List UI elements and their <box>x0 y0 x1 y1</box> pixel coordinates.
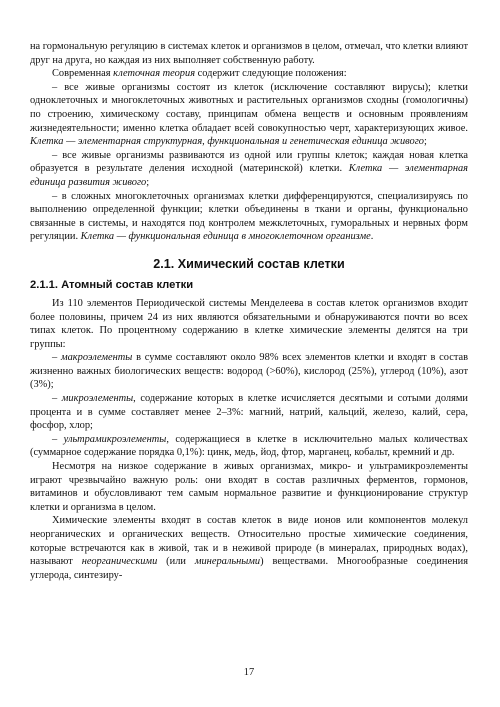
paragraph-micro-role: Несмотря на низкое содержание в живых организмах, микро- и ультрамикроэлементы играют чрезвычайно важную роль: они входят в состав различных ферментов, гормонов, витаминов и обусловливают тем самым нормальное развитие и функционирование структур клетки и организма в целом. <box>30 461 468 513</box>
text: в сумме составляют около 98% всех элементов клетки и входят в состав жизненно важных биологических веществ: водород (>60%), кислород (25%), углерод (10%), азот (3%); <box>30 352 469 391</box>
document-page <box>30 40 468 680</box>
text: – в сложных многоклеточных организмах клетки дифференцируются, специализируясь по выполнению определенной функции; клетки объединены в ткани и органы, функционально связанные в системы, и находятся под контролем межклеточных, гуморальных и нервных форм регуляции. <box>30 190 468 243</box>
paragraph-cell-theory-point-2 <box>30 149 468 190</box>
paragraph-cell-theory-intro <box>30 67 468 81</box>
subsection-title: 2.1.1. Атомный состав клетки <box>30 278 194 291</box>
paragraph-continuation: на гормональную регуляцию в системах клеток и организмов в целом, отмечал, что клетки влияют друг на друга, но каждая из них выполняет собственную работу. <box>30 41 468 66</box>
text: содержит следующие положения: <box>195 68 347 80</box>
text: , содержащиеся в клетке в исключительно малых количествах (суммарное содержание порядка 0,1%): цинк, медь, йод, фтор, марганец, кобальт, кремний и др. <box>30 433 468 459</box>
paragraph-inorganic-substances <box>30 514 468 582</box>
term-microelements: микроэлементы <box>61 393 134 405</box>
text: Современная <box>52 68 114 80</box>
paragraph-macroelements <box>30 351 468 392</box>
text: – все живые организмы состоят из клеток (исключение составляют вирусы); клетки одноклеточных и многоклеточных животных и растительных организмов сходны (гомологичны) по строению, химическому составу, принципам обмена веществ и основным проявлениям жизнедеятельности; именно клетка обладает всей совокупностью черт, характеризующих живое. <box>30 81 468 134</box>
text: – <box>52 433 64 445</box>
text: ; <box>424 136 427 148</box>
text: , содержание которых в клетке исчисляется десятыми и сотыми долями процента и в сумме составляет менее 2–3%: магний, натрий, кальций, железо, калий, сера, фосфор, хлор; <box>30 393 468 432</box>
paragraph-ultramicroelements <box>30 433 468 460</box>
text: – все живые организмы развиваются из одной или группы клеток; каждая новая клетка образуется в результате деления исходной (материнской) клетки. <box>30 149 468 175</box>
text: (или <box>157 556 195 568</box>
section-title: 2.1. Химический состав клетки <box>153 256 345 271</box>
emphasis-definition: Клетка — функциональная единица в многоклеточном организме <box>80 231 371 243</box>
text: – <box>52 352 61 364</box>
text: – <box>52 393 62 405</box>
paragraph-cell-theory-point-3 <box>30 190 468 244</box>
text: Химические элементы входят в состав клеток в виде ионов или компонентов молекул неорганических и органических веществ. Относительно простые химические соединения, которые встречаются как в живой, так и в неживой природе (в минералах, природных водах), называют <box>30 515 468 568</box>
term-macroelements: макроэлементы <box>60 352 133 364</box>
text: ) веществами. Многообразные соединения углерода, синтезиру- <box>30 556 468 581</box>
emphasis-definition: Клетка — элементарная единица развития живого <box>30 163 468 188</box>
term-inorganic: неорганическими <box>81 556 158 568</box>
paragraph-microelements <box>30 392 468 433</box>
emphasis-definition: Клетка — элементарная структурная, функциональная и генетическая единица живого <box>30 136 424 148</box>
term-mineral: минеральными <box>194 556 261 568</box>
paragraph-elements-intro: Из 110 элементов Периодической системы Менделеева в состав клеток организмов входит более половины, причем 24 из них являются обязательными и обнаруживаются почти во всех типах клеток. По процентному содержанию в клетке химические элементы делятся на три группы: <box>30 297 468 350</box>
term-ultramicroelements: ультрамикроэлементы <box>63 433 167 445</box>
term-cell-theory: клеточная теория <box>113 68 196 80</box>
text: . <box>370 231 374 243</box>
text: ; <box>146 176 150 188</box>
paragraph-cell-theory-point-1 <box>30 81 468 149</box>
page-number: 17 <box>243 667 255 678</box>
